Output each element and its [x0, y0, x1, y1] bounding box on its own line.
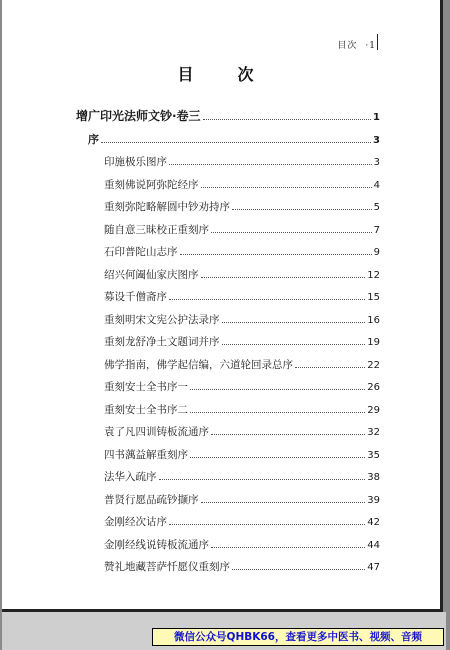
toc-leader-dots [180, 254, 372, 255]
running-head-rule [377, 34, 378, 50]
toc-entry-page: 7 [373, 224, 380, 236]
toc-entry-label: 增广印光法师文钞·卷三 [76, 109, 201, 123]
toc-entry-label: 重刻明宋文宪公护法录序 [104, 313, 220, 326]
toc-leader-dots [211, 232, 372, 233]
toc-entry-label: 法华入疏序 [104, 471, 157, 483]
toc-leader-dots [159, 479, 366, 480]
toc-entry-page: 22 [367, 359, 380, 371]
toc-entry-page: 32 [367, 427, 380, 438]
toc-entry-page: 26 [367, 382, 380, 393]
toc-entry[interactable] [104, 492, 380, 507]
toc-entry-label: 佛学指南，佛学起信编，六道轮回录总序 [104, 358, 293, 371]
toc-leader-dots [190, 389, 365, 390]
toc-leader-dots [201, 277, 366, 278]
toc-entry[interactable] [88, 131, 380, 147]
watermark-banner: 微信公众号QHBK66，查看更多中医书、视频、音频 [152, 628, 444, 646]
running-head-title: 目次 [337, 41, 358, 51]
toc-entry[interactable] [104, 244, 380, 259]
toc-leader-dots [232, 569, 365, 570]
toc-entry-page: 15 [367, 292, 380, 303]
running-head-page: ·1 [365, 41, 376, 51]
running-head [337, 38, 376, 51]
document-page [2, 0, 443, 612]
toc-entry-label: 普贤行愿品疏钞撷序 [104, 493, 199, 506]
toc-entry[interactable] [104, 334, 380, 349]
toc-leader-dots [211, 434, 365, 435]
toc-entry-label: 重刻弥陀略解圆中钞劝持序 [104, 201, 230, 213]
toc-entry[interactable] [104, 447, 380, 462]
toc-entry-page: 38 [367, 472, 380, 483]
toc-entry-label: 金刚经次诂序 [104, 516, 167, 528]
toc-leader-dots [232, 209, 372, 210]
toc-entry[interactable] [104, 177, 380, 192]
toc-entry[interactable] [104, 514, 380, 529]
toc-entry-label: 重刻佛说阿弥陀经序 [104, 178, 199, 191]
toc-entry[interactable] [104, 267, 380, 282]
toc-entry[interactable] [104, 222, 380, 237]
toc-entry-label: 重刻安士全书序一 [104, 381, 188, 393]
toc-entry-page: 39 [367, 494, 380, 506]
toc-entry[interactable] [104, 402, 380, 417]
toc-leader-dots [169, 299, 365, 300]
toc-entry[interactable] [104, 199, 380, 214]
toc-entry[interactable] [104, 559, 380, 574]
toc-entry[interactable] [104, 469, 380, 484]
toc-entry-page: 3 [373, 157, 380, 168]
toc-entry-label: 赞礼地藏菩萨忏愿仪重刻序 [104, 561, 230, 573]
toc-entry-label: 石印普陀山志序 [104, 246, 178, 258]
toc-entry-label: 随自意三昧校正重刻序 [104, 223, 209, 236]
toc-leader-dots [101, 142, 371, 143]
toc-entry-page: 16 [367, 314, 380, 326]
page-title: 目 次 [177, 65, 268, 84]
toc-entry[interactable] [104, 424, 380, 439]
toc-entry[interactable] [104, 289, 380, 304]
toc-entry-label: 印施极乐图序 [104, 156, 167, 168]
toc-entry-label: 序 [88, 133, 99, 146]
toc-leader-dots [190, 457, 365, 458]
toc-entry-page: 1 [373, 112, 380, 123]
toc-leader-dots [169, 164, 372, 165]
toc-entry-page: 44 [367, 539, 380, 551]
toc-entry-page: 3 [373, 135, 380, 146]
toc-leader-dots [295, 367, 365, 368]
toc-entry-label: 重刻龙舒净土文题词并序 [104, 336, 220, 348]
toc-entry-page: 12 [367, 269, 380, 281]
toc-leader-dots [201, 187, 372, 188]
toc-leader-dots [190, 412, 365, 413]
toc-leader-dots [169, 524, 365, 525]
toc-entry-page: 35 [367, 449, 380, 461]
toc-leader-dots [222, 344, 366, 345]
toc-leader-dots [203, 119, 371, 120]
toc-entry-page: 47 [367, 562, 380, 573]
toc-entry-label: 金刚经线说铸板流通序 [104, 538, 209, 551]
toc-entry-label: 绍兴何阖仙家庆图序 [104, 268, 199, 281]
toc-entry-page: 4 [373, 179, 380, 191]
toc-entry-page: 5 [373, 202, 380, 213]
toc-entry[interactable] [104, 357, 380, 372]
toc-leader-dots [222, 322, 366, 323]
toc-entry-label: 募设千僧斋序 [104, 291, 167, 303]
toc-entry-label: 重刻安士全书序二 [104, 403, 188, 416]
toc-entry-page: 9 [373, 247, 380, 258]
toc-entry-page: 42 [367, 517, 380, 528]
toc-entry-page: 29 [367, 404, 380, 416]
toc-entry-label: 四书蕅益解重刻序 [104, 448, 188, 461]
toc-entry[interactable] [104, 379, 380, 394]
toc-entry[interactable] [104, 312, 380, 327]
toc-entry-label: 袁了凡四训铸板流通序 [104, 426, 209, 438]
toc-entry[interactable] [104, 537, 380, 552]
toc-entry[interactable] [76, 107, 380, 124]
toc-entry-page: 19 [367, 337, 380, 348]
toc-entry[interactable] [104, 154, 380, 169]
toc-leader-dots [211, 547, 365, 548]
toc-leader-dots [201, 502, 366, 503]
